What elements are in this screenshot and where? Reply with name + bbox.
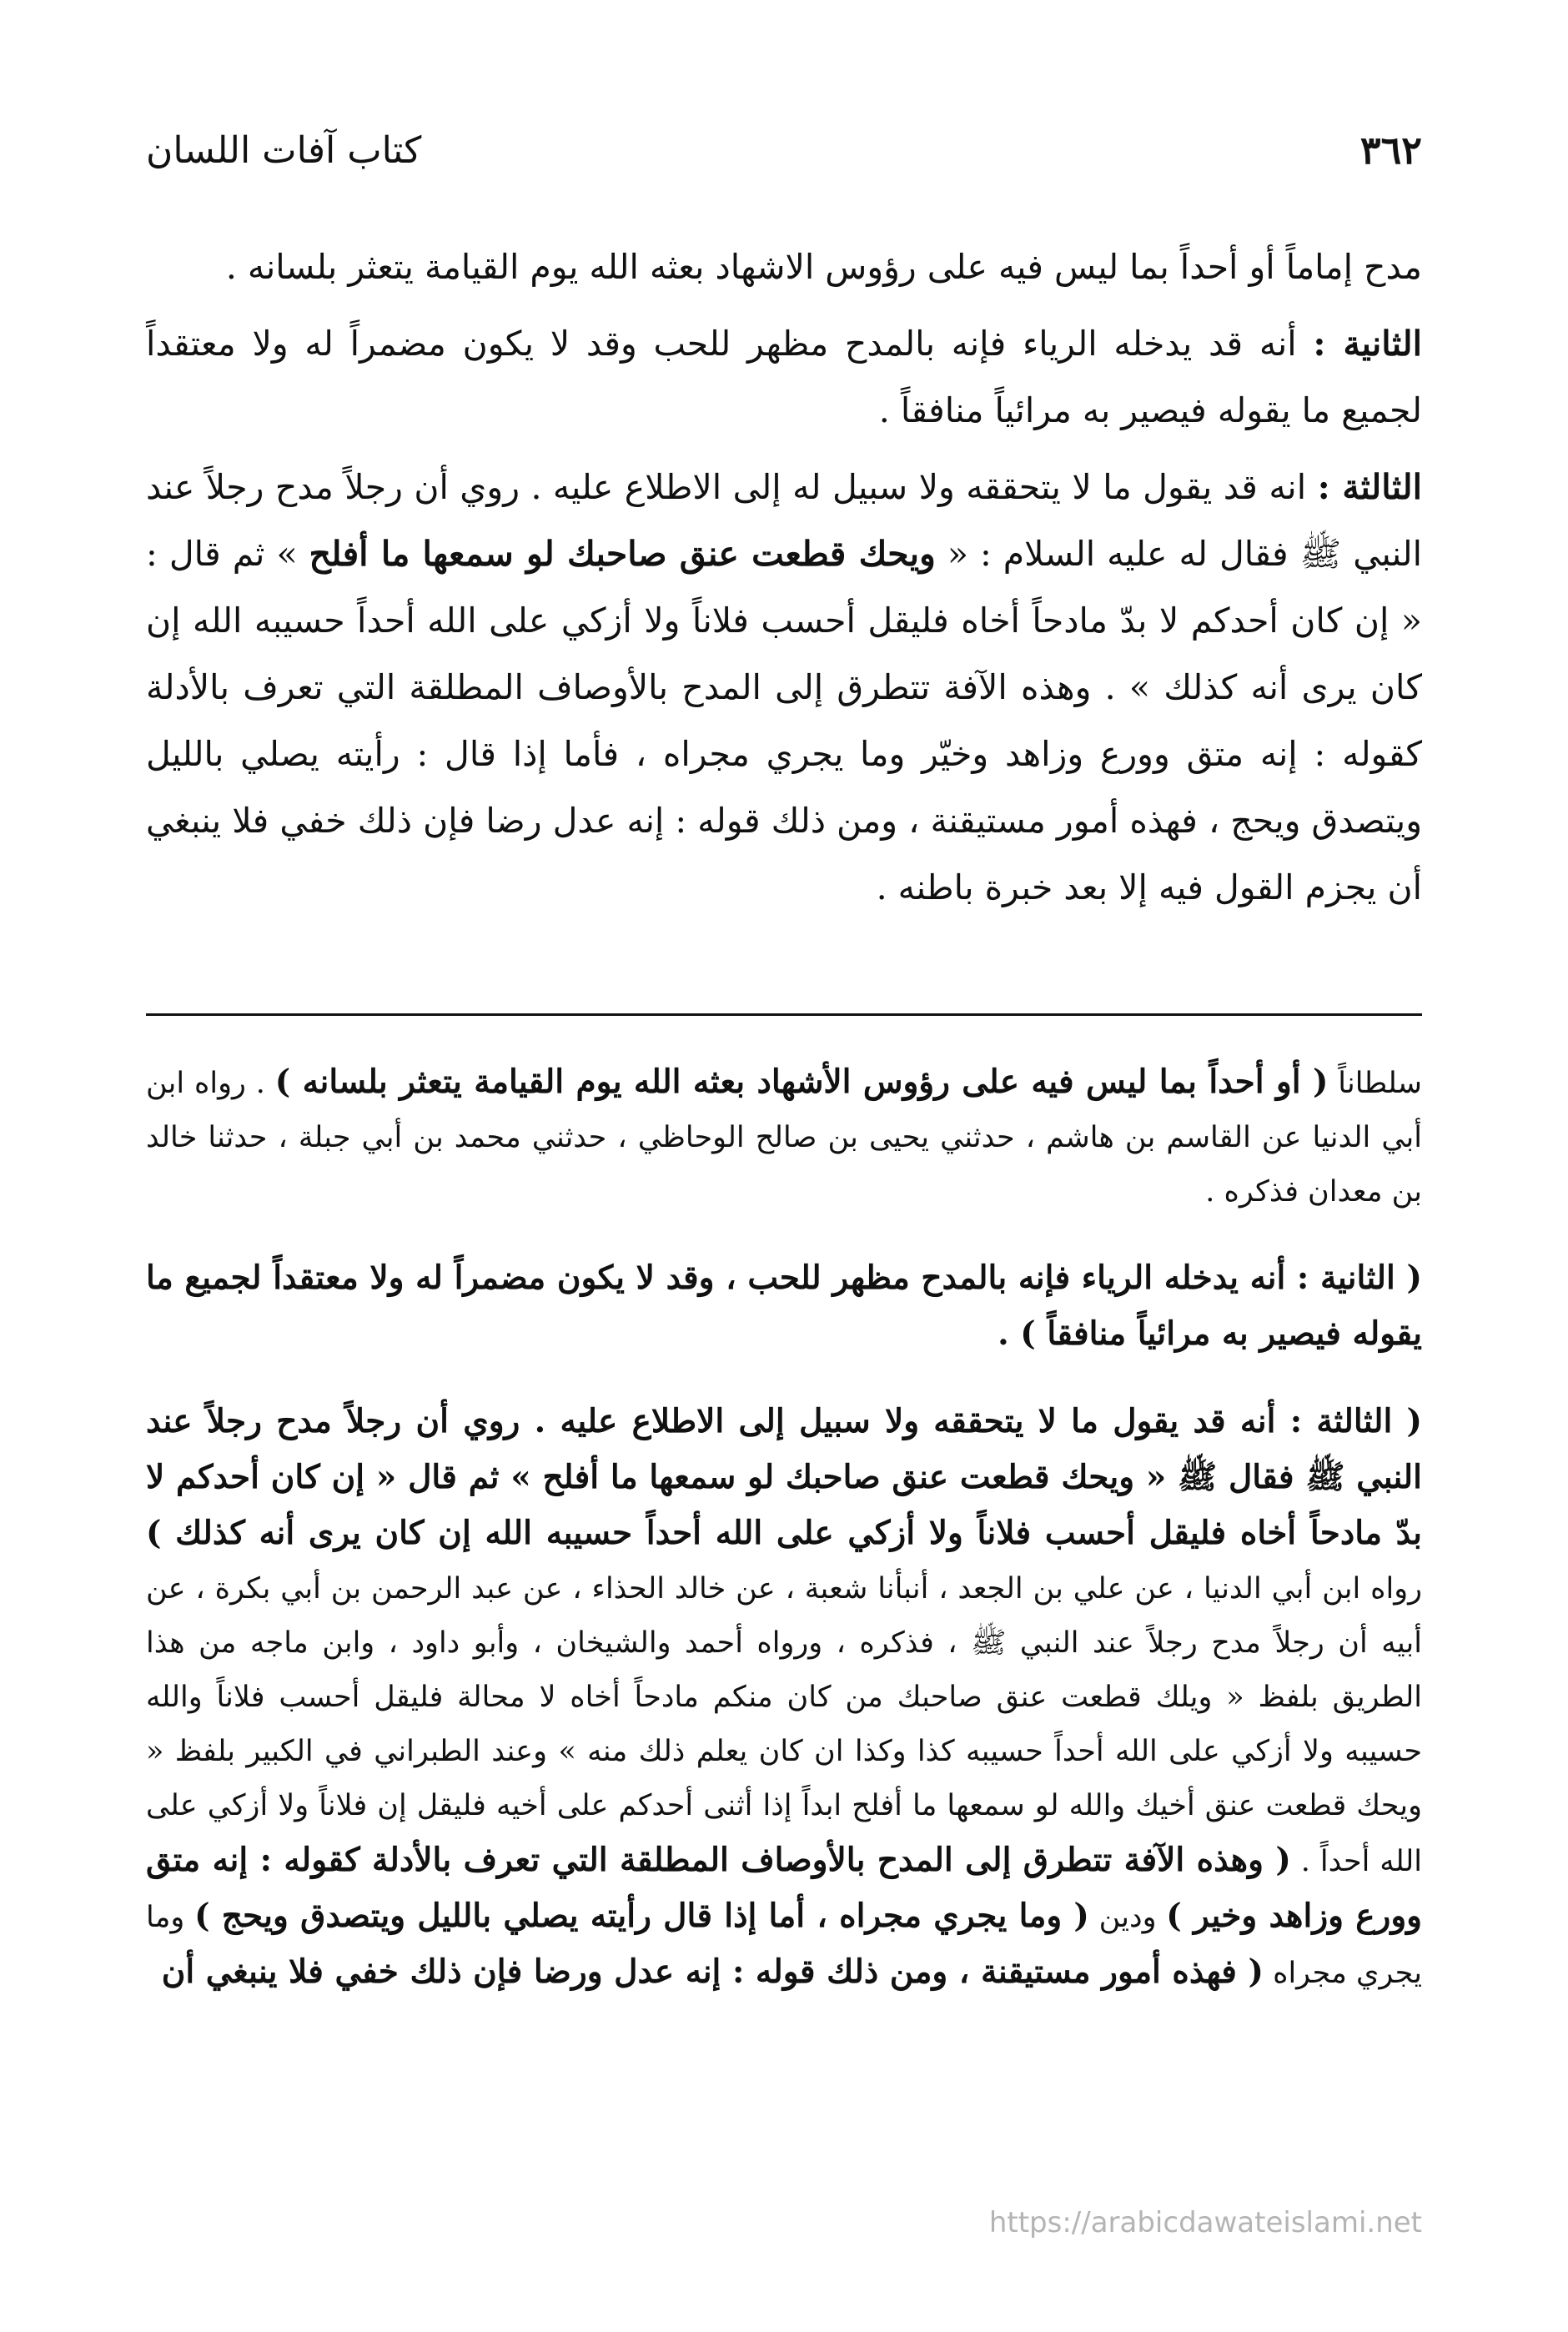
watermark-url: https://arabicdawateislami.net [988, 2206, 1422, 2239]
commentary-quote: ( الثالثة : أنه قد يقول ما لا يتحققه ولا سبيل إلى الاطلاع عليه . روي أن رجلاً مدح رجلاً عند النبي ﷺ فقال ﷺ « ويحك قطعت عنق صاحبك لو سمعها ما أفلح » ثم قال « إن كان أحدكم لا بدّ مادحاً أخاه فليقل أحسب فلاناً ولا أزكي على الله أحداً حسيبه الله إن كان يرى أنه كذلك ) [146, 1402, 1422, 1552]
commentary-paragraph [146, 1251, 1422, 1363]
main-text [146, 234, 1422, 931]
commentary-text: ودين [1088, 1901, 1167, 1934]
main-paragraph-text: » ثم قال : « إن كان أحدكم لا بدّ مادحاً أخاه فليقل أحسب فلاناً ولا أزكي على الله أحداً حسيبه الله إن كان يرى أنه كذلك » . وهذه الآفة تتطرق إلى المدح بالأوصاف المطلقة التي تعرف بالأدلة كقوله : إنه متق وورع وزاهد وخيّر وما يجري مجراه ، فأما إذا قال : رأيته يصلي بالليل ويتصدق ويحج ، فهذه أمور مستيقنة ، ومن ذلك قوله : إنه عدل رضا فإن ذلك خفي فلا ينبغي أن يجزم القول فيه إلا بعد خبرة باطنه . [146, 534, 1422, 907]
main-paragraph [146, 454, 1422, 921]
page-header [146, 117, 1422, 183]
commentary-quote: ( وهذه الآفة تتطرق إلى المدح بالأوصاف المطلقة التي تعرف بالأدلة كقوله : إنه متق وورع وزاهد وخير ) [146, 1841, 1422, 1935]
commentary-paragraph [146, 1395, 1422, 2001]
main-paragraph [146, 310, 1422, 444]
hadith-quote: ويحك قطعت عنق صاحبك لو سمعها ما أفلح [309, 534, 936, 574]
commentary-section [146, 1055, 1422, 2033]
commentary-quote: ( وما يجري مجراه ، أما إذا قال رأيته يصلي بالليل ويتصدق ويحج ) [194, 1897, 1089, 1935]
commentary-text: رواه ابن أبي الدنيا ، عن علي بن الجعد ، أنبأنا شعبة ، عن خالد الحذاء ، عن عبد الرحمن بن أبي بكرة ، عن أبيه أن رجلاً مدح رجلاً عند النبي ﷺ ، فذكره ، ورواه أحمد والشيخان ، وأبو داود ، وابن ماجه من هذا الطريق بلفظ « ويلك قطعت عنق صاحبك من كان منكم مادحاً أخاه لا محالة فليقل أحسب فلاناً والله حسيبه ولا أزكي على الله أحداً حسيبه كذا وكذا ان كان يعلم ذلك منه » وعند الطبراني في الكبير بلفظ « ويحك قطعت عنق أخيك والله لو سمعها ما أفلح ابداً إذا أثنى أحدكم على أخيه فليقل إن فلاناً ولا أزكي على الله أحداً . [146, 1572, 1422, 1878]
commentary-quote: ( فهذه أمور مستيقنة ، ومن ذلك قوله : إنه عدل ورضا فإن ذلك خفي فلا ينبغي أن [161, 1953, 1264, 1991]
commentary-quote: ( أو أحداً بما ليس فيه على رؤوس الأشهاد بعثه الله يوم القيامة يتعثر بلسانه ) [274, 1063, 1329, 1101]
main-paragraph [146, 234, 1422, 300]
paragraph-lead: الثالثة : [1317, 467, 1422, 507]
main-paragraph-text: مدح إماماً أو أحداً بما ليس فيه على رؤوس الاشهاد بعثه الله يوم القيامة يتعثر بلسانه . [225, 247, 1422, 287]
page-number: ٣٦٢ [1359, 128, 1422, 173]
main-paragraph-text: انه قد يقول ما لا يتحققه ولا سبيل له إلى الاطلاع عليه . روي أن رجلاً مدح رجلاً عند النبي ﷺ فقال له عليه السلام : « [146, 467, 1422, 574]
paragraph-lead: الثانية : [1313, 324, 1423, 364]
commentary-text: سلطاناً [1328, 1067, 1422, 1100]
commentary-quote: ( الثانية : أنه يدخله الرياء فإنه بالمدح مظهر للحب ، وقد لا يكون مضمراً له ولا معتقداً لجميع ما يقوله فيصير به مرائياً منافقاً ) . [146, 1259, 1422, 1353]
commentary-paragraph [146, 1055, 1422, 1219]
book-title: كتاب آفات اللسان [146, 128, 422, 172]
footnote-divider [146, 1013, 1422, 1016]
main-paragraph-text: أنه قد يدخله الرياء فإنه بالمدح مظهر للحب وقد لا يكون مضمراً له ولا معتقداً لجميع ما يقوله فيصير به مرائياً منافقاً . [146, 324, 1422, 430]
commentary-text: . رواه ابن أبي الدنيا عن القاسم بن هاشم ، حدثني يحيى بن صالح الوحاظي ، حدثني محمد بن أبي جبلة ، حدثنا خالد بن معدان فذكره . [146, 1067, 1422, 1209]
commentary-text: وما يجري مجراه [146, 1901, 1422, 1990]
